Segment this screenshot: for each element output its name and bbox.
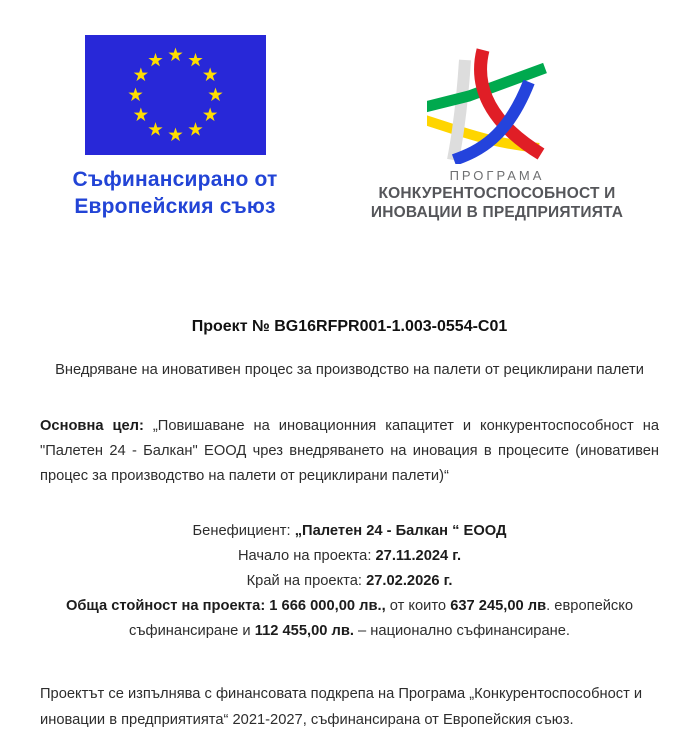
budget-total: Обща стойност на проекта: 1 666 000,00 лв.,: [65, 598, 386, 614]
end-date-line: [40, 569, 659, 594]
project-subtitle: Внедряване на иновативен процес за производство на палети от рециклирани палети: [55, 362, 644, 378]
budget-line: [40, 594, 659, 644]
ribbon-gray: [453, 60, 465, 160]
eu-flag-icon: [85, 35, 266, 155]
beneficiary-value: „Палетен 24 - Балкан “ ЕООД: [294, 523, 507, 539]
budget-eu-amount: 637 245,00 лв: [450, 598, 547, 614]
program-name-line1: КОНКУРЕНТОСПОСОБНОСТ И: [378, 185, 616, 202]
project-goal-paragraph: [40, 414, 659, 489]
eu-cofunding-block: [55, 35, 295, 220]
eu-caption-line2: Европейския съюз: [74, 195, 276, 218]
program-logo-block: [295, 35, 699, 222]
program-ribbons-icon: [427, 46, 567, 164]
start-date-value: 27.11.2024 г.: [375, 548, 462, 564]
program-name-line2: ИНОВАЦИИ В ПРЕДПРИЯТИЯТА: [370, 204, 624, 221]
goal-text: „Повишаване на иновационния капацитет и конкурентоспособност на "Палетен 24 - Балкан" ЕООД чрез внедряването на иновация в процесите (иновативен процес за производство на палети от рециклирани палети)“: [40, 418, 659, 484]
project-details-block: [40, 519, 659, 644]
project-title: Проект № BG16RFPR001-1.003-0554-C01: [191, 318, 508, 335]
end-date-value: 27.02.2026 г.: [366, 573, 453, 589]
budget-national-amount: 112 455,00 лв.: [254, 623, 354, 639]
budget-text-3: – национално съфинансиране.: [353, 623, 571, 639]
goal-label: Основна цел:: [40, 418, 144, 434]
funding-footer: Проектът се изпълнява с финансовата подкрепа на Програма „Конкурентоспособност и иновации в предприятията“ 2021-2027, съфинансирана от Европейския съюз.: [40, 686, 643, 728]
end-date-label: Край на проекта:: [246, 573, 367, 589]
eu-cofunding-caption: [55, 166, 295, 220]
program-kicker: ПРОГРАМА: [449, 168, 545, 183]
budget-text-1: от които: [385, 598, 451, 614]
logos-header: [0, 0, 699, 222]
beneficiary-label: Бенефициент:: [192, 523, 295, 539]
document-body: [0, 317, 699, 733]
eu-caption-line1: Съфинансирано от: [72, 168, 278, 191]
beneficiary-line: [40, 519, 659, 544]
start-date-label: Начало на проекта:: [237, 548, 376, 564]
start-date-line: [40, 544, 659, 569]
budget-text-2: . европейско съфинансиране и: [128, 598, 634, 639]
